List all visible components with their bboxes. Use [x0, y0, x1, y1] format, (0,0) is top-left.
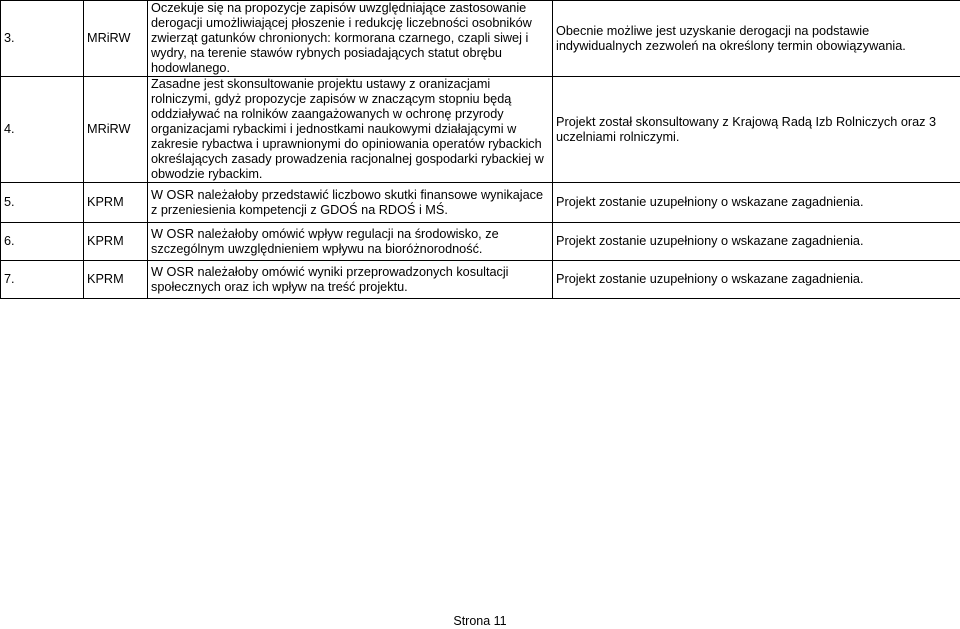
- row-response: Projekt został skonsultowany z Krajową Radą Izb Rolniczych oraz 3 uczelniami rolniczymi.: [553, 77, 960, 183]
- row-number: 5.: [1, 183, 84, 223]
- table-row: [1, 183, 960, 223]
- row-remark: W OSR należałoby przedstawić liczbowo skutki finansowe wynikajace z przeniesienia kompetencji z GDOŚ na RDOŚ i MŚ.: [148, 183, 553, 223]
- table-row: [1, 261, 960, 299]
- row-remark: Oczekuje się na propozycje zapisów uwzględniające zastosowanie derogacji umożliwiającej płoszenie i redukcję liczebności osobników zwierząt gatunków chronionych: kormorana czarnego, czapli siwej i wydry, na terenie stawów rybnych posiadających statut obrębu hodowlanego.: [148, 1, 553, 77]
- row-number: 7.: [1, 261, 84, 299]
- remarks-table: [0, 0, 960, 299]
- row-remark: W OSR należałoby omówić wyniki przeprowadzonych kosultacji społecznych oraz ich wpływ na treść projektu.: [148, 261, 553, 299]
- row-number: 4.: [1, 77, 84, 183]
- table-row: [1, 223, 960, 261]
- row-organ: KPRM: [84, 261, 148, 299]
- row-organ: MRiRW: [84, 1, 148, 77]
- row-response: Projekt zostanie uzupełniony o wskazane zagadnienia.: [553, 223, 960, 261]
- table-row: [1, 77, 960, 183]
- row-number: 6.: [1, 223, 84, 261]
- row-organ: MRiRW: [84, 77, 148, 183]
- row-response: Projekt zostanie uzupełniony o wskazane zagadnienia.: [553, 261, 960, 299]
- row-number: 3.: [1, 1, 84, 77]
- row-remark: W OSR należałoby omówić wpływ regulacji na środowisko, ze szczególnym uwzględnieniem wpływu na bioróżnorodność.: [148, 223, 553, 261]
- row-organ: KPRM: [84, 223, 148, 261]
- row-remark: Zasadne jest skonsultowanie projektu ustawy z oranizacjami rolniczymi, gdyż propozycje zapisów w znaczącym stopniu będą oddziaływać na rolników zaangażowanych w ochronę przyrody organizacjami rybackimi i jednostkami naukowymi działającymi w zakresie rybactwa i uprawnionymi do opiniowania operatów rybackich określających zasady prowadzenia racjonalnej gospodarki rybackiej w obwodzie rybackim.: [148, 77, 553, 183]
- row-organ: KPRM: [84, 183, 148, 223]
- page-number: Strona 11: [0, 614, 960, 629]
- row-response: Projekt zostanie uzupełniony o wskazane zagadnienia.: [553, 183, 960, 223]
- row-response: Obecnie możliwe jest uzyskanie derogacji na podstawie indywidualnych zezwoleń na określony termin obowiązywania.: [553, 1, 960, 77]
- table-row: [1, 1, 960, 77]
